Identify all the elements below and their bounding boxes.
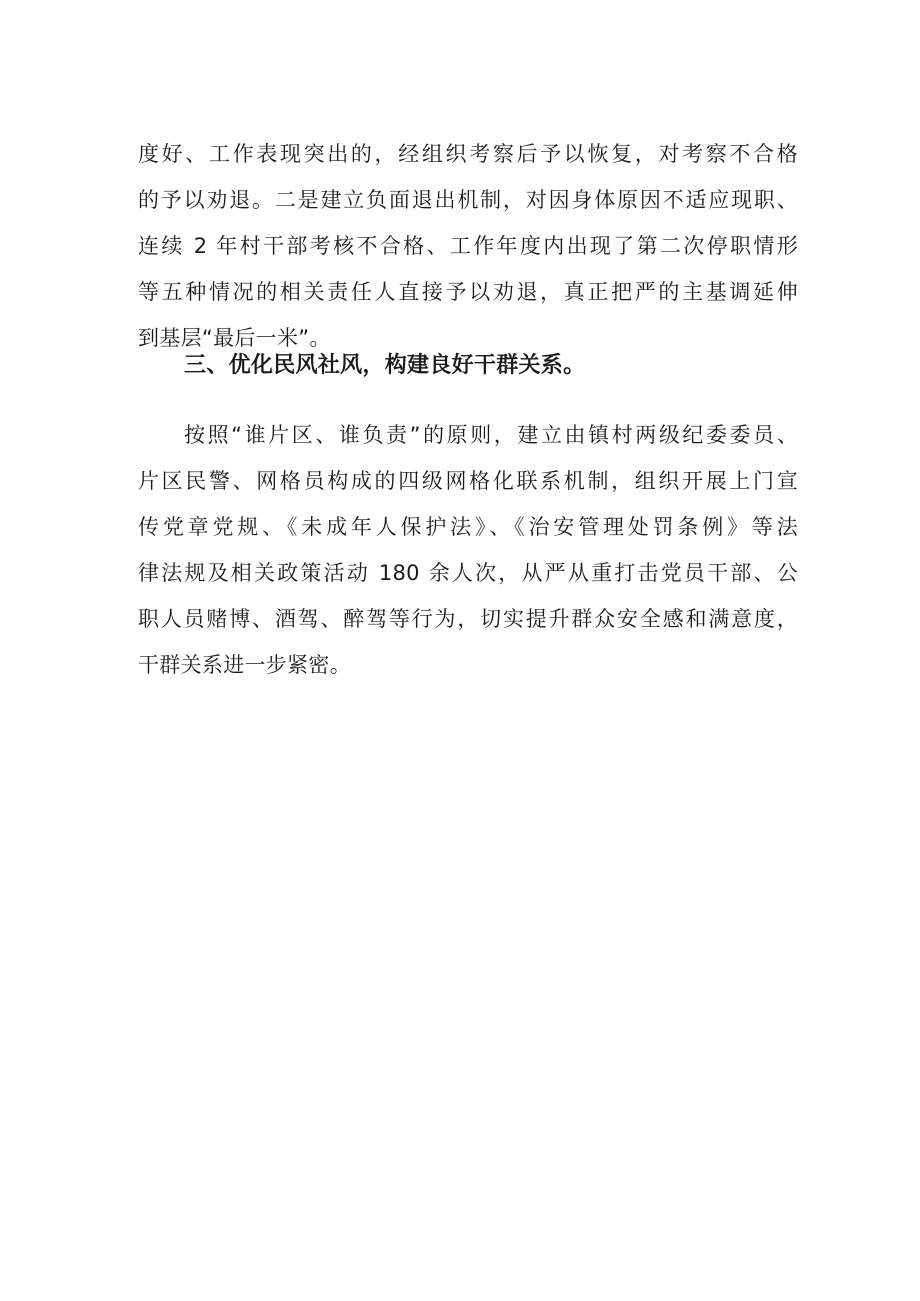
- paragraph-line: 到基层“最后一米”。: [138, 326, 331, 350]
- paragraph-line: 职人员赌博、酒驾、醉驾等行为，切实提升群众安全感和满意度，: [138, 607, 798, 631]
- paragraph-line: 的予以劝退。二是建立负面退出机制，对因身体原因不适应现职、: [138, 188, 798, 212]
- paragraph-line: 连续 2 年村干部考核不合格、工作年度内出现了第二次停职情形: [138, 234, 798, 258]
- paragraph-line: 按照“谁片区、谁负责”的原则，建立由镇村两级纪委委员、: [184, 423, 798, 447]
- paragraph-continuation: [138, 131, 798, 361]
- paragraph-line: 干群关系进一步紧密。: [138, 653, 351, 677]
- paragraph-line: 度好、工作表现突出的，经组织考察后予以恢复，对考察不合格: [138, 142, 798, 166]
- paragraph-line: 等五种情况的相关责任人直接予以劝退，真正把严的主基调延伸: [138, 280, 798, 304]
- paragraph-line: 传党章党规、《未成年人保护法》、《治安管理处罚条例》等法: [138, 515, 798, 539]
- paragraph-line: 片区民警、网格员构成的四级网格化联系机制，组织开展上门宣: [138, 469, 798, 493]
- paragraph-line: 律法规及相关政策活动 180 余人次，从严从重打击党员干部、公: [138, 561, 798, 585]
- section-paragraph: [138, 412, 798, 688]
- section-heading: 三、优化民风社风，构建良好干群关系。: [184, 353, 586, 378]
